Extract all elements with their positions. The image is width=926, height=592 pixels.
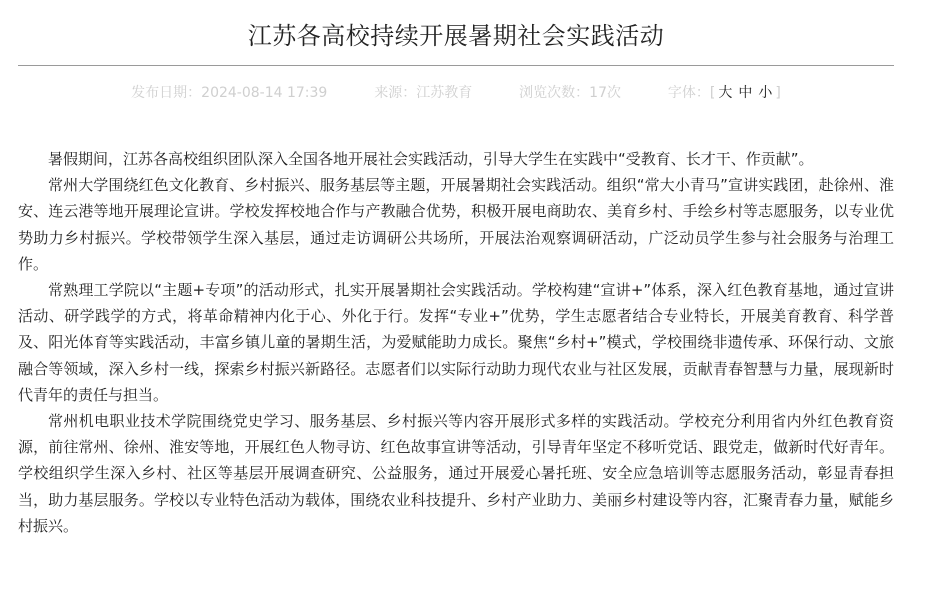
font-size-label: 字体：	[667, 85, 710, 101]
views-value: 17次	[589, 85, 621, 101]
font-size-medium-button[interactable]: 中	[738, 85, 753, 101]
source-label: 来源：	[374, 85, 417, 101]
paragraph: 常熟理工学院以“主题+专项”的活动形式，扎实开展暑期社会实践活动。学校构建“宣讲+”体系，深入红色教育基地，通过宣讲活动、研学践学的方式，将革命精神内化于心、外化于行。发挥“专业+”优势，学生志愿者结合专业特长，开展美育教育、科学普及、阳光体育等实践活动，丰富乡镇儿童的暑期生活，为爱赋能助力成长。聚焦“乡村+”模式，学校围绕非遗传承、环保行动、文旅融合等领域，深入乡村一线，探索乡村振兴新路径。志愿者们以实际行动助力现代农业与社区发展，贡献青春智慧与力量，展现新时代青年的责任与担当。	[18, 281, 894, 404]
source-value: 江苏教育	[416, 85, 473, 101]
publish-date-value: 2024-08-14 17:39	[201, 85, 328, 101]
title-divider	[18, 65, 894, 66]
paragraph: 常州大学围绕红色文化教育、乡村振兴、服务基层等主题，开展暑期社会实践活动。组织“常大小青马”宣讲实践团，赴徐州、淮安、连云港等地开展理论宣讲。学校发挥校地合作与产教融合优势，积极开展电商助农、美育乡村、手绘乡村等志愿服务，以专业优势助力乡村振兴。学校带领学生深入基层，通过走访调研公共场所，开展法治观察调研活动，广泛动员学生参与社会服务与治理工作。	[18, 176, 894, 273]
font-size-large-button[interactable]: 大	[718, 85, 733, 101]
publish-date-label: 发布日期：	[131, 85, 202, 101]
article-body	[18, 146, 894, 539]
paragraph: 常州机电职业技术学院围绕党史学习、服务基层、乡村振兴等内容开展形式多样的实践活动。学校充分利用省内外红色教育资源，前往常州、徐州、淮安等地，开展红色人物寻访、红色故事宣讲等活动，引导青年坚定不移听党话、跟党走，做新时代好青年。学校组织学生深入乡村、社区等基层开展调查研究、公益服务，通过开展爱心暑托班、安全应急培训等志愿服务活动，彰显青春担当，助力基层服务。学校以专业特色活动为载体，围绕农业科技提升、乡村产业助力、美丽乡村建设等内容，汇聚青春力量，赋能乡村振兴。	[18, 412, 894, 535]
font-size-bracket-open: [	[709, 85, 716, 101]
font-size-small-button[interactable]: 小	[758, 85, 773, 101]
article-title: 江苏各高校持续开展暑期社会实践活动	[247, 22, 665, 50]
views-label: 浏览次数：	[519, 85, 590, 101]
paragraph: 暑假期间，江苏各高校组织团队深入全国各地开展社会实践活动，引导大学生在实践中“受教育、长才干、作贡献”。	[48, 150, 814, 168]
article-meta	[0, 83, 912, 103]
font-size-bracket-close: ]	[775, 85, 781, 101]
